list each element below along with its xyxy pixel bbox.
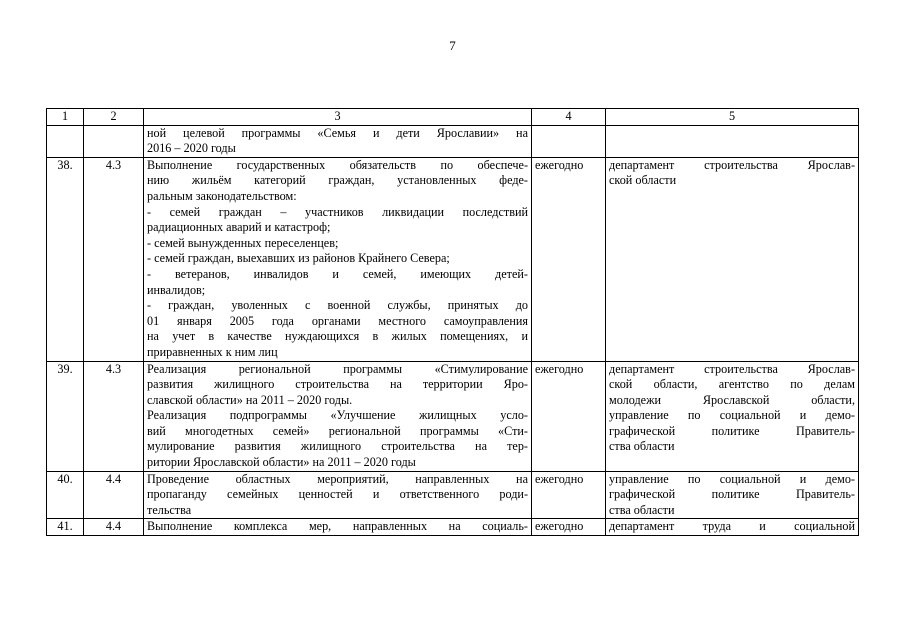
description-line: мулирование развития жилищного строительства на тер-: [147, 439, 528, 454]
description-line: на учет в качестве нуждающихся в жилых помещениях, и: [147, 329, 528, 344]
description-line: - семей граждан – участников ликвидации последствий: [147, 204, 528, 219]
executor-line: управление по социальной и демо-: [609, 408, 855, 423]
description-line: Реализация подпрограммы «Улучшение жилищных усло-: [147, 408, 528, 423]
row-period: [532, 125, 606, 157]
description-line: 01 января 2005 года органами местного самоуправления: [147, 313, 528, 328]
row-period: ежегодно: [532, 361, 606, 471]
executor-line: департамент труда и социальной: [609, 519, 855, 534]
row-number: 41.: [47, 519, 84, 536]
executor-line: ской области, агентство по делам: [609, 377, 855, 392]
row-period: ежегодно: [532, 157, 606, 361]
description-line: развития жилищного строительства на территории Яро-: [147, 377, 528, 392]
row-number: 39.: [47, 361, 84, 471]
row-ref: 4.4: [84, 519, 144, 536]
description-line: тельства: [147, 502, 192, 517]
description-line: нию жильём категорий граждан, установленных феде-: [147, 173, 528, 188]
executor-line: управление по социальной и демо-: [609, 471, 855, 486]
table-row: [47, 471, 859, 519]
row-number: [47, 125, 84, 157]
row-executor: [606, 519, 859, 536]
row-executor: [606, 125, 859, 157]
description-line: Реализация региональной программы «Стимулирование: [147, 361, 528, 376]
row-description: [144, 471, 532, 519]
executor-line: графической политике Правитель-: [609, 487, 855, 502]
description-line: ной целевой программы «Семья и дети Ярославии» на: [147, 125, 528, 140]
plan-table: [46, 108, 859, 536]
row-period: ежегодно: [532, 471, 606, 519]
description-line: Выполнение комплекса мер, направленных на социаль-: [147, 519, 528, 534]
description-line: радиационных аварий и катастроф;: [147, 220, 331, 235]
executor-line: графической политике Правитель-: [609, 423, 855, 438]
description-line: вий многодетных семей» региональной программы «Сти-: [147, 423, 528, 438]
table-row: [47, 519, 859, 536]
row-number: 38.: [47, 157, 84, 361]
row-ref: 4.3: [84, 361, 144, 471]
row-executor: [606, 157, 859, 361]
page-number: 7: [449, 38, 456, 53]
row-period: ежегодно: [532, 519, 606, 536]
description-line: ральным законодательством:: [147, 188, 297, 203]
description-line: славской области» на 2011 – 2020 годы.: [147, 392, 353, 407]
row-ref: 4.4: [84, 471, 144, 519]
row-executor: [606, 361, 859, 471]
description-line: ритории Ярославской области» на 2011 – 2020 годы: [147, 455, 416, 470]
row-number: 40.: [47, 471, 84, 519]
executor-line: ства области: [609, 502, 675, 517]
executor-line: департамент строительства Ярослав-: [609, 361, 855, 376]
row-description: [144, 157, 532, 361]
header-row: [47, 109, 859, 126]
table-row: [47, 125, 859, 157]
row-description: [144, 361, 532, 471]
header-col-1: 1: [47, 109, 84, 126]
executor-line: молодежи Ярославской области,: [609, 392, 855, 407]
row-description: [144, 125, 532, 157]
row-ref: 4.3: [84, 157, 144, 361]
executor-line: ства области: [609, 439, 675, 454]
executor-line: ской области: [609, 173, 677, 188]
header-col-5: 5: [606, 109, 859, 126]
description-line: Проведение областных мероприятий, направленных на: [147, 471, 528, 486]
table-row: [47, 157, 859, 361]
row-ref: [84, 125, 144, 157]
header-col-3: 3: [144, 109, 532, 126]
description-line: - семей граждан, выехавших из районов Крайнего Севера;: [147, 251, 450, 266]
executor-line: департамент строительства Ярослав-: [609, 157, 855, 172]
description-line: Выполнение государственных обязательств по обеспече-: [147, 157, 528, 172]
description-line: - семей вынужденных переселенцев;: [147, 235, 339, 250]
description-line: приравненных к ним лиц: [147, 344, 278, 359]
description-line: - ветеранов, инвалидов и семей, имеющих детей-: [147, 266, 528, 281]
header-col-4: 4: [532, 109, 606, 126]
description-line: инвалидов;: [147, 282, 206, 297]
row-executor: [606, 471, 859, 519]
header-col-2: 2: [84, 109, 144, 126]
description-line: - граждан, уволенных с военной службы, принятых до: [147, 298, 528, 313]
description-line: 2016 – 2020 годы: [147, 141, 236, 156]
table-row: [47, 361, 859, 471]
row-description: [144, 519, 532, 536]
description-line: пропаганду семейных ценностей и ответственного роди-: [147, 487, 528, 502]
